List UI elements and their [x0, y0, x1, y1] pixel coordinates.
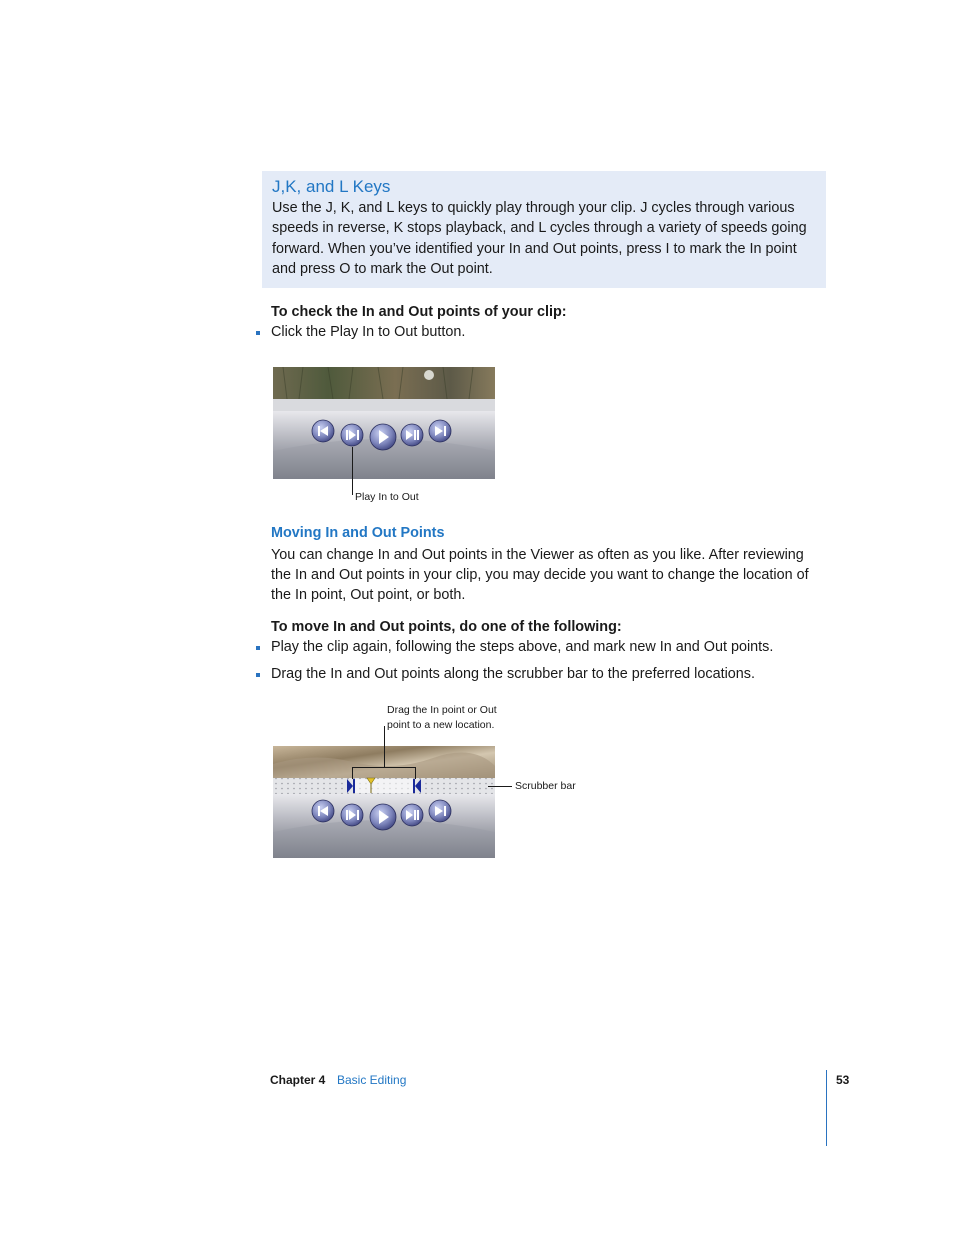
procedure-step: Click the Play In to Out button. — [271, 324, 466, 340]
viewer-controls-illustration — [273, 367, 495, 479]
scrubber-bar-callout: Scrubber bar — [515, 780, 576, 792]
callout-leader-line — [488, 786, 512, 787]
bullet-icon — [256, 646, 260, 650]
callout-bracket-line — [352, 767, 416, 768]
footer-chapter: Chapter 4 — [270, 1073, 326, 1087]
procedure-step: Play the clip again, following the steps above, and mark new In and Out points. — [271, 639, 774, 655]
drag-callout — [387, 703, 497, 733]
section-body: You can change In and Out points in the Viewer as often as you like. After reviewing the In and Out points in your clip, you may decide you want to change the location of the In point, Out point, or both. — [271, 547, 809, 604]
tip-title: J,K, and L Keys — [272, 177, 391, 196]
procedure-heading: To move In and Out points, do one of the following: — [271, 619, 622, 635]
page-number: 53 — [836, 1073, 850, 1087]
play-in-to-out-callout: Play In to Out — [355, 491, 419, 503]
procedure-step: Drag the In and Out points along the scrubber bar to the preferred locations. — [271, 666, 755, 682]
tip-body: Use the J, K, and L keys to quickly play through your clip. J cycles through various speeds in reverse, K stops playback, and L cycles through a variety of speeds going forward. When you’ve identified your In and Out points, press I to mark the In point and press O to mark the Out point. — [272, 200, 807, 278]
viewer-controls-figure — [273, 367, 495, 479]
footer-divider — [826, 1070, 827, 1146]
callout-bracket-right — [415, 767, 416, 779]
callout-leader-line — [384, 726, 385, 768]
bullet-icon — [256, 673, 260, 677]
procedure-heading: To check the In and Out points of your clip: — [271, 304, 567, 320]
drag-callout-line-1: Drag the In point or Out — [387, 704, 497, 716]
callout-leader-line — [352, 447, 353, 495]
drag-callout-line-2: point to a new location. — [387, 719, 495, 731]
callout-bracket-left — [352, 767, 353, 779]
section-heading: Moving In and Out Points — [271, 525, 445, 541]
bullet-icon — [256, 331, 260, 335]
footer-chapter-title: Basic Editing — [337, 1073, 407, 1087]
